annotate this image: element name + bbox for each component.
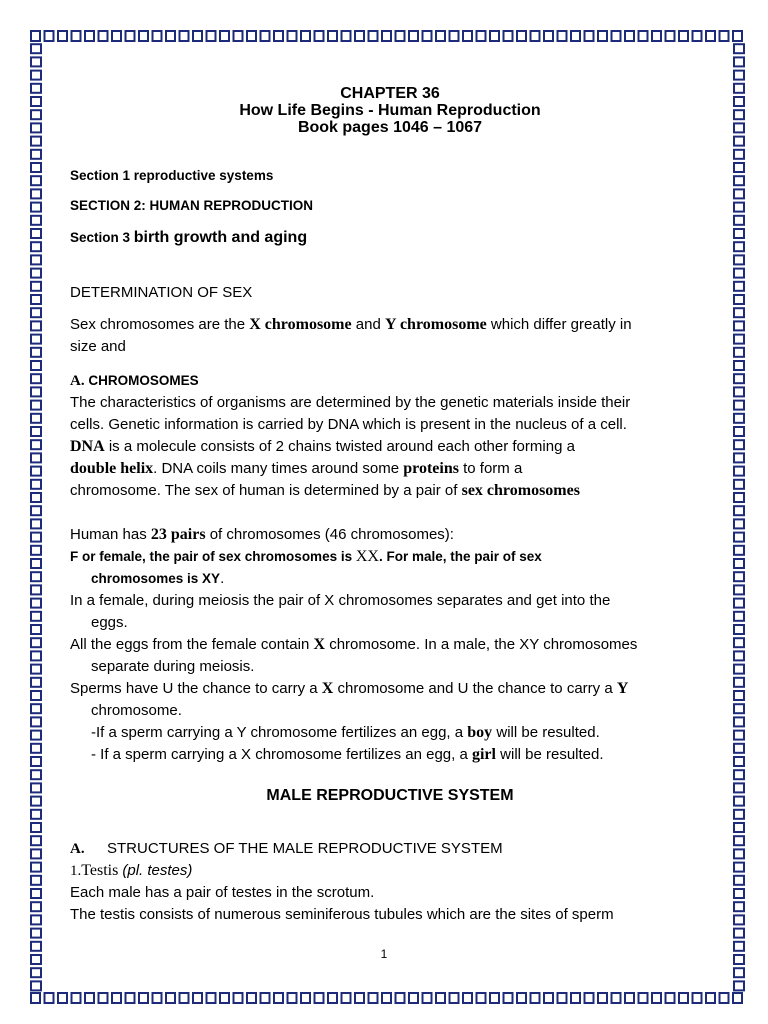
border-link xyxy=(31,282,41,291)
border-link xyxy=(734,651,744,660)
border-link xyxy=(31,810,41,819)
male-system-heading: MALE REPRODUCTIVE SYSTEM xyxy=(266,787,514,804)
human-line: eggs. xyxy=(91,614,128,631)
border-link xyxy=(734,189,744,198)
border-link xyxy=(734,97,744,106)
border-link xyxy=(31,71,41,80)
border-link xyxy=(58,993,67,1003)
border-link xyxy=(734,902,744,911)
border-link xyxy=(734,876,744,885)
border-link xyxy=(31,203,41,212)
border-link xyxy=(220,31,229,41)
male-line: The testis consists of numerous seminiferous tubules which are the sites of sperm xyxy=(70,906,614,923)
border-link xyxy=(31,823,41,832)
border-link xyxy=(58,31,67,41)
border-link xyxy=(288,31,297,41)
border-link xyxy=(720,993,729,1003)
border-link xyxy=(355,31,364,41)
determination-paragraph-cont: size and xyxy=(70,338,126,355)
border-link xyxy=(396,31,405,41)
border-link xyxy=(31,559,41,568)
chromosomes-line: chromosome. The sex of human is determined by a pair of sex chromosomes xyxy=(70,482,580,499)
border-link xyxy=(126,993,135,1003)
border-link xyxy=(734,335,744,344)
border-link xyxy=(612,993,621,1003)
male-structures-heading: A. STRUCTURES OF THE MALE REPRODUCTIVE SYSTEM xyxy=(70,840,503,857)
book-pages: Book pages 1046 – 1067 xyxy=(297,119,483,136)
border-link xyxy=(706,993,715,1003)
border-link xyxy=(734,678,744,687)
border-link xyxy=(31,123,41,132)
border-link xyxy=(734,546,744,555)
border-link xyxy=(382,993,391,1003)
border-link xyxy=(207,993,216,1003)
border-link xyxy=(734,44,744,53)
border-link xyxy=(423,31,432,41)
border-link xyxy=(477,993,486,1003)
border-link xyxy=(31,915,41,924)
border-link xyxy=(31,863,41,872)
border-link xyxy=(31,189,41,198)
border-link xyxy=(112,31,121,41)
border-link xyxy=(652,993,661,1003)
border-link xyxy=(45,993,54,1003)
border-link xyxy=(734,863,744,872)
human-line: Sperms have U the chance to carry a X chromosome and U the chance to carry a Y xyxy=(70,680,629,697)
border-link xyxy=(31,361,41,370)
border-link xyxy=(99,31,108,41)
border-link xyxy=(31,572,41,581)
border-link xyxy=(734,717,744,726)
border-link xyxy=(72,993,81,1003)
border-link xyxy=(734,849,744,858)
border-link xyxy=(734,216,744,225)
border-link xyxy=(31,414,41,423)
border-link xyxy=(734,229,744,238)
border-link xyxy=(666,31,675,41)
border-link xyxy=(112,993,121,1003)
border-link xyxy=(612,31,621,41)
border-link xyxy=(734,797,744,806)
border-link xyxy=(31,269,41,278)
human-line: chromosome. xyxy=(91,702,182,719)
border-link xyxy=(734,387,744,396)
border-link xyxy=(31,783,41,792)
border-link xyxy=(585,31,594,41)
border-link xyxy=(598,993,607,1003)
border-link xyxy=(31,849,41,858)
border-link xyxy=(31,150,41,159)
border-link xyxy=(382,31,391,41)
border-link xyxy=(31,678,41,687)
border-link xyxy=(31,612,41,621)
border-link xyxy=(734,770,744,779)
border-link xyxy=(734,599,744,608)
border-link xyxy=(734,84,744,93)
border-link xyxy=(558,31,567,41)
border-link xyxy=(734,282,744,291)
border-link xyxy=(490,993,499,1003)
border-link xyxy=(571,31,580,41)
border-link xyxy=(31,665,41,674)
border-link xyxy=(31,163,41,172)
border-link xyxy=(734,137,744,146)
border-link xyxy=(598,31,607,41)
border-link xyxy=(734,150,744,159)
border-link xyxy=(734,453,744,462)
border-link xyxy=(193,993,202,1003)
border-link xyxy=(274,993,283,1003)
border-link xyxy=(734,440,744,449)
border-link xyxy=(31,993,40,1003)
page-number: 1 xyxy=(380,947,388,961)
border-link xyxy=(734,665,744,674)
border-link xyxy=(31,625,41,634)
border-link xyxy=(288,993,297,1003)
border-link xyxy=(734,57,744,66)
border-link xyxy=(328,993,337,1003)
border-link xyxy=(734,427,744,436)
human-line: F or female, the pair of sex chromosomes is XX. For male, the pair of sex xyxy=(70,548,542,565)
border-link xyxy=(220,993,229,1003)
border-link xyxy=(585,993,594,1003)
border-link xyxy=(463,31,472,41)
border-link xyxy=(31,744,41,753)
border-link xyxy=(31,770,41,779)
determination-heading: DETERMINATION OF SEX xyxy=(70,284,253,301)
border-link xyxy=(99,993,108,1003)
border-link xyxy=(31,704,41,713)
border-link xyxy=(31,981,41,990)
border-link xyxy=(31,387,41,396)
border-link xyxy=(734,480,744,489)
border-link xyxy=(450,993,459,1003)
border-link xyxy=(31,876,41,885)
border-link xyxy=(544,31,553,41)
border-link xyxy=(31,546,41,555)
border-link xyxy=(166,31,175,41)
border-link xyxy=(31,348,41,357)
border-link xyxy=(31,651,41,660)
border-link xyxy=(31,97,41,106)
border-link xyxy=(734,176,744,185)
human-line: - If a sperm carrying a X chromosome fertilizes an egg, a girl will be resulted. xyxy=(91,746,604,763)
border-link xyxy=(369,993,378,1003)
border-link xyxy=(261,993,270,1003)
border-link xyxy=(31,731,41,740)
border-link xyxy=(734,519,744,528)
border-link xyxy=(31,84,41,93)
border-link xyxy=(734,203,744,212)
border-link xyxy=(31,519,41,528)
border-link xyxy=(504,993,513,1003)
border-link xyxy=(706,31,715,41)
border-link xyxy=(734,295,744,304)
border-link xyxy=(734,823,744,832)
border-link xyxy=(734,638,744,647)
border-link xyxy=(31,691,41,700)
border-link xyxy=(477,31,486,41)
chromosomes-line: cells. Genetic information is carried by DNA which is present in the nucleus of a cell. xyxy=(70,416,627,433)
border-link xyxy=(31,176,41,185)
border-link xyxy=(234,31,243,41)
border-link xyxy=(31,57,41,66)
border-link xyxy=(734,467,744,476)
border-link xyxy=(666,993,675,1003)
border-link xyxy=(734,361,744,370)
human-line: separate during meiosis. xyxy=(91,658,255,675)
border-link xyxy=(558,993,567,1003)
border-link xyxy=(734,533,744,542)
border-link xyxy=(153,31,162,41)
border-link xyxy=(734,889,744,898)
border-link xyxy=(734,71,744,80)
border-link xyxy=(436,993,445,1003)
border-link xyxy=(720,31,729,41)
border-link xyxy=(734,731,744,740)
border-link xyxy=(315,993,324,1003)
border-link xyxy=(734,783,744,792)
border-link xyxy=(301,31,310,41)
human-line: In a female, during meiosis the pair of X chromosomes separates and get into the xyxy=(70,592,611,609)
border-link xyxy=(639,993,648,1003)
border-link xyxy=(31,599,41,608)
border-link xyxy=(734,625,744,634)
border-link xyxy=(31,242,41,251)
border-link xyxy=(180,993,189,1003)
border-link xyxy=(180,31,189,41)
border-link xyxy=(734,374,744,383)
border-link xyxy=(31,295,41,304)
border-link xyxy=(31,889,41,898)
border-link xyxy=(31,757,41,766)
border-link xyxy=(734,757,744,766)
border-link xyxy=(139,31,148,41)
border-link xyxy=(261,31,270,41)
border-link xyxy=(625,993,634,1003)
border-link xyxy=(734,968,744,977)
border-link xyxy=(72,31,81,41)
border-link xyxy=(733,31,742,41)
border-link xyxy=(153,993,162,1003)
border-link xyxy=(207,31,216,41)
border-link xyxy=(45,31,54,41)
border-link xyxy=(31,44,41,53)
border-link xyxy=(693,993,702,1003)
border-link xyxy=(544,993,553,1003)
border-link xyxy=(571,993,580,1003)
border-link xyxy=(31,968,41,977)
human-line: -If a sperm carrying a Y chromosome fertilizes an egg, a boy will be resulted. xyxy=(91,724,600,741)
border-link xyxy=(734,691,744,700)
border-link xyxy=(517,993,526,1003)
border-link xyxy=(734,123,744,132)
border-link xyxy=(517,31,526,41)
border-link xyxy=(734,269,744,278)
border-link xyxy=(409,993,418,1003)
border-link xyxy=(504,31,513,41)
border-link xyxy=(31,427,41,436)
border-link xyxy=(342,993,351,1003)
border-link xyxy=(639,31,648,41)
border-link xyxy=(625,31,634,41)
border-link xyxy=(31,216,41,225)
border-link xyxy=(247,31,256,41)
section-1: Section 1 reproductive systems xyxy=(70,168,274,183)
section-3: Section 3 birth growth and aging xyxy=(70,229,308,246)
border-link xyxy=(734,308,744,317)
border-link xyxy=(31,321,41,330)
border-link xyxy=(31,255,41,264)
chapter-title: How Life Begins - Human Reproduction xyxy=(239,102,541,119)
border-link xyxy=(301,993,310,1003)
border-link xyxy=(126,31,135,41)
border-link xyxy=(679,993,688,1003)
border-link xyxy=(734,929,744,938)
border-link xyxy=(31,493,41,502)
testis-heading: 1.Testis (pl. testes) xyxy=(70,862,193,879)
border-link xyxy=(531,31,540,41)
chromosomes-line: The characteristics of organisms are determined by the genetic materials inside their xyxy=(70,394,631,411)
border-link xyxy=(315,31,324,41)
border-link xyxy=(734,348,744,357)
border-link xyxy=(85,993,94,1003)
border-link xyxy=(734,612,744,621)
border-link xyxy=(355,993,364,1003)
male-line: Each male has a pair of testes in the scrotum. xyxy=(70,884,375,901)
border-link xyxy=(31,110,41,119)
border-link xyxy=(31,31,40,41)
border-link xyxy=(31,335,41,344)
border-link xyxy=(734,915,744,924)
border-link xyxy=(734,559,744,568)
border-link xyxy=(274,31,283,41)
border-link xyxy=(31,717,41,726)
determination-paragraph: Sex chromosomes are the X chromosome and Y chromosome which differ greatly in xyxy=(70,316,632,333)
human-line: Human has 23 pairs of chromosomes (46 chromosomes): xyxy=(70,526,454,543)
border-link xyxy=(679,31,688,41)
border-link xyxy=(450,31,459,41)
border-link xyxy=(734,110,744,119)
border-link xyxy=(31,453,41,462)
border-link xyxy=(734,321,744,330)
border-link xyxy=(31,480,41,489)
border-link xyxy=(734,704,744,713)
chapter-number: CHAPTER 36 xyxy=(340,85,440,102)
border-link xyxy=(31,585,41,594)
border-link xyxy=(31,308,41,317)
border-link xyxy=(31,797,41,806)
border-link xyxy=(396,993,405,1003)
border-link xyxy=(693,31,702,41)
border-link xyxy=(31,638,41,647)
border-link xyxy=(734,506,744,515)
border-link xyxy=(733,993,742,1003)
border-link xyxy=(734,810,744,819)
border-link xyxy=(328,31,337,41)
border-link xyxy=(734,585,744,594)
border-link xyxy=(85,31,94,41)
border-link xyxy=(342,31,351,41)
border-link xyxy=(463,993,472,1003)
chromosomes-line: double helix. DNA coils many times around some proteins to form a xyxy=(70,460,523,477)
border-link xyxy=(734,493,744,502)
human-line: All the eggs from the female contain X chromosome. In a male, the XY chromosomes xyxy=(70,636,638,653)
border-link xyxy=(31,467,41,476)
border-link xyxy=(734,163,744,172)
border-link xyxy=(31,401,41,410)
border-link xyxy=(734,744,744,753)
border-link xyxy=(436,31,445,41)
border-link xyxy=(423,993,432,1003)
border-link xyxy=(31,836,41,845)
chromosomes-line: DNA is a molecule consists of 2 chains twisted around each other forming a xyxy=(70,438,575,455)
border-link xyxy=(31,506,41,515)
human-line: chromosomes is XY. xyxy=(91,570,225,587)
border-link xyxy=(193,31,202,41)
chromosomes-heading: A. CHROMOSOMES xyxy=(70,373,199,389)
border-link xyxy=(490,31,499,41)
border-link xyxy=(531,993,540,1003)
border-link xyxy=(31,440,41,449)
border-link xyxy=(369,31,378,41)
border-link xyxy=(734,836,744,845)
border-link xyxy=(234,993,243,1003)
border-link xyxy=(31,229,41,238)
border-link xyxy=(409,31,418,41)
border-link xyxy=(31,374,41,383)
section-2: SECTION 2: HUMAN REPRODUCTION xyxy=(70,198,314,213)
border-link xyxy=(31,137,41,146)
border-link xyxy=(31,902,41,911)
border-link xyxy=(734,255,744,264)
border-link xyxy=(734,981,744,990)
border-link xyxy=(734,401,744,410)
border-link xyxy=(734,414,744,423)
border-link xyxy=(734,242,744,251)
border-link xyxy=(166,993,175,1003)
border-link xyxy=(734,572,744,581)
border-link xyxy=(652,31,661,41)
border-link xyxy=(247,993,256,1003)
border-link xyxy=(31,929,41,938)
border-link xyxy=(139,993,148,1003)
border-link xyxy=(31,533,41,542)
